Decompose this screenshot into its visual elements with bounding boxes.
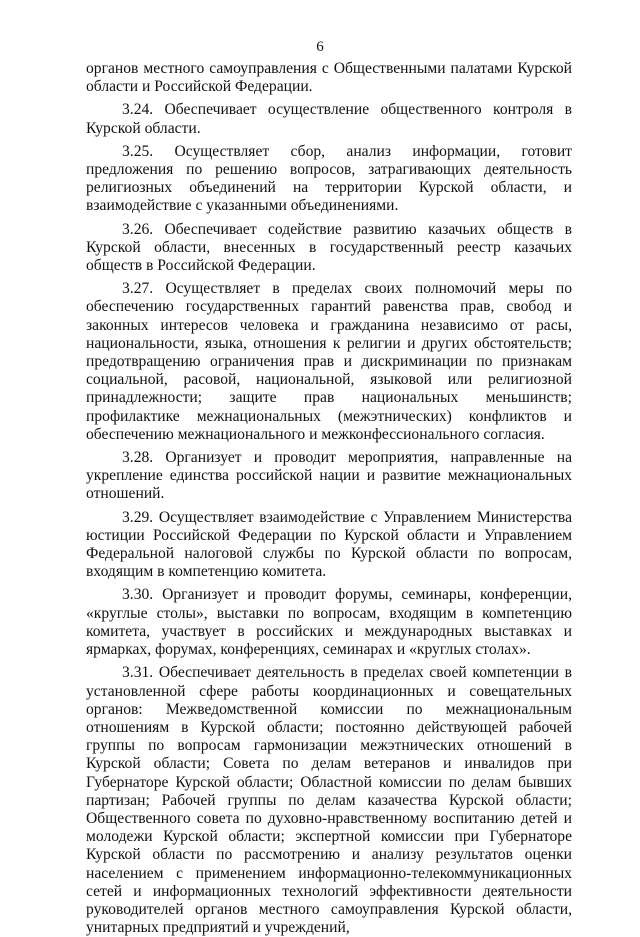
- paragraph-3-28: 3.28. Организует и проводит мероприятия, направленные на укрепление единства российской нации и развитие межнациональных отношений.: [86, 449, 572, 503]
- paragraph-3-25: 3.25. Осуществляет сбор, анализ информации, готовит предложения по решению вопросов, затрагивающих деятельность религиозных объединений на территории Курской области, и взаимодействие с указанными объединениями.: [86, 142, 572, 215]
- page-number: 6: [316, 39, 324, 55]
- paragraph-3-29: 3.29. Осуществляет взаимодействие с Управлением Министерства юстиции Российской Федерации по Курской области и Управлением Федеральной налоговой службы по Курской области по вопросам, входящим в компетенцию комитета.: [86, 508, 572, 581]
- paragraph-3-26: 3.26. Обеспечивает содействие развитию казачьих обществ в Курской области, внесенных в государственный реестр казачьих обществ в Российской Федерации.: [86, 220, 572, 275]
- paragraph-3-30: 3.30. Организует и проводит форумы, семинары, конференции, «круглые столы», выставки по вопросам, входящим в компетенцию комитета, участвует в российских и международных выставках и ярмарках, форумах, конференциях, семинарах и «круглых столах».: [86, 586, 572, 659]
- paragraph-3-31: 3.31. Обеспечивает деятельность в пределах своей компетенции в установленной сфере работы координационных и совещательных органов: Межведомственной комиссии по межнациональным отношениям в Курской области; постоянно действующей рабочей группы по вопросам гармонизации межэтнических отношений в Курской области; Совета по делам ветеранов и инвалидов при Губернаторе Курской области; Областной комиссии по делам бывших партизан; Рабочей группы по делам казачества Курской области; Общественного совета по духовно-нравственному воспитанию детей и молодежи Курской области; экспертной комиссии при Губернаторе Курской области по рассмотрению и анализу результатов оценки населением с применением информационно-телекоммуникационных сетей и информационных технологий эффективности деятельности руководителей органов местного самоуправления Курской области, унитарных предприятий и учреждений,: [86, 664, 572, 937]
- paragraph-3-24: 3.24. Обеспечивает осуществление общественного контроля в Курской области.: [86, 101, 572, 137]
- paragraph-3-27: 3.27. Осуществляет в пределах своих полномочий меры по обеспечению государственных гарантий равенства прав, свобод и законных интересов человека и гражданина независимо от расы, национальности, языка, отношения к религии и других обстоятельств; предотвращению ограничения прав и дискриминации по признакам социальной, расовой, национальной, языковой или религиозной принадлежности; защите прав национальных меньшинств; профилактике межнациональных (межэтнических) конфликтов и обеспечению межнационального и межконфессионального согласия.: [86, 280, 572, 443]
- document-body: [86, 60, 572, 937]
- paragraph-continuation: органов местного самоуправления с Общественными палатами Курской области и Российской Федерации.: [86, 60, 572, 96]
